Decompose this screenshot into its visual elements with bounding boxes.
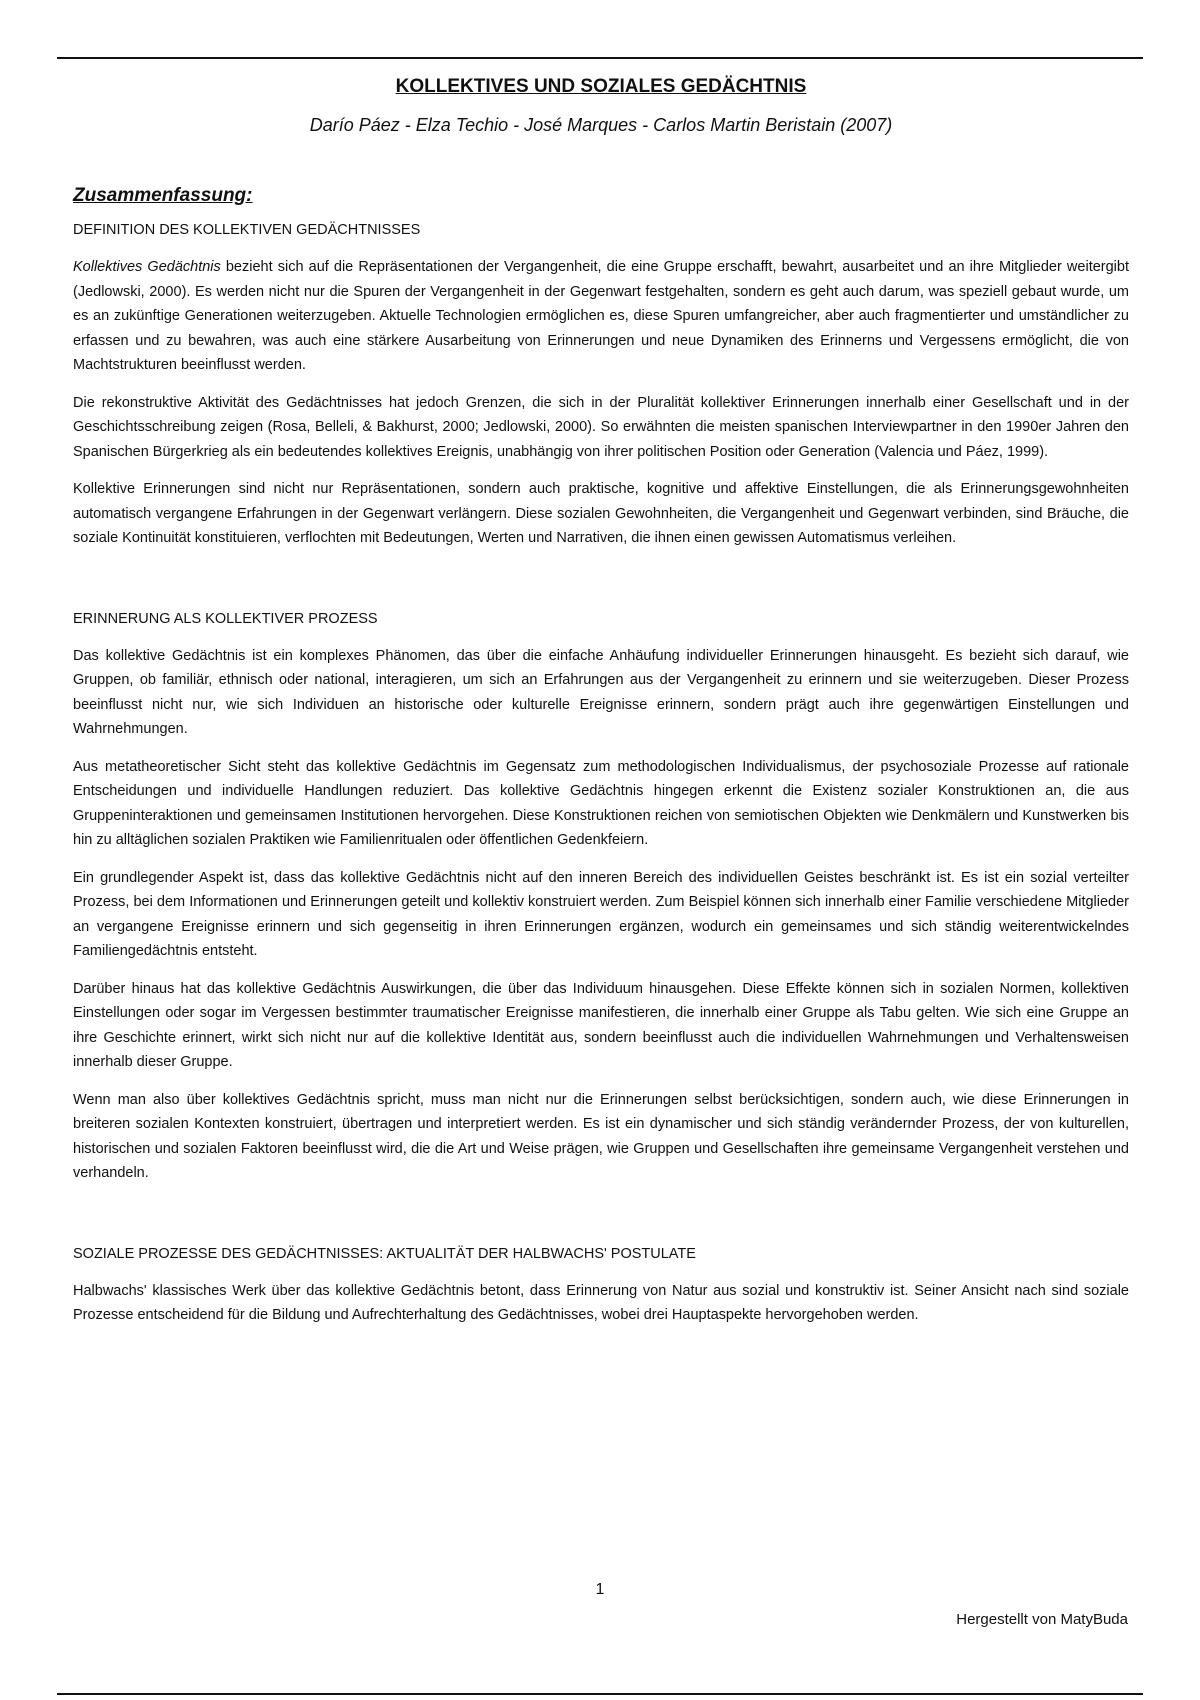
page-number: 1 xyxy=(595,1581,605,1598)
paragraph-text: bezieht sich auf die Repräsentationen der Vergangenheit, die eine Gruppe erschafft, bewahrt, ausarbeitet und an ihre Mitglieder weitergibt (Jedlowski, 2000). Es werden nicht nur die Spuren der Vergangenheit in der Gegenwart festgehalten, sondern es geht auch darum, was speziell gebaut wurde, um es an zukünftige Generationen weiterzugeben. Aktuelle Technologien ermöglichen es, diese Spuren umfangreicher, aber auch fragmentierter und umständlicher zu erfassen und zu bewahren, was auch eine stärkere Ausarbeitung von Erinnerungen und neue Dynamiken des Erinnerns und Vergessens ermöglicht, die von Machtstrukturen beeinflusst werden. xyxy=(73,259,1129,373)
document-page xyxy=(73,72,1129,1328)
top-rule xyxy=(57,57,1143,59)
bottom-rule xyxy=(57,1693,1143,1695)
section-heading-erinnerung: ERINNERUNG ALS KOLLEKTIVER PROZESS xyxy=(73,610,378,627)
paragraph: Darüber hinaus hat das kollektive Gedächtnis Auswirkungen, die über das Individuum hinausgehen. Diese Effekte können sich in sozialen Normen, kollektiven Einstellungen oder sogar im Vergessen bestimmter traumatischer Ereignisse manifestieren, die innerhalb einer Gruppe als Tabu gelten. Wie sich eine Gruppe an ihre Geschichte erinnert, wirkt sich nicht nur auf die kollektive Identität aus, sondern beeinflusst auch die individuellen Wahrnehmungen und Verhaltensweisen innerhalb dieser Gruppe. xyxy=(73,980,1129,1070)
section-heading-soziale-prozesse: SOZIALE PROZESSE DES GEDÄCHTNISSES: AKTUALITÄT DER HALBWACHS' POSTULATE xyxy=(73,1245,696,1262)
document-title: KOLLEKTIVES UND SOZIALES GEDÄCHTNIS xyxy=(395,76,807,97)
document-authors: Darío Páez - Elza Techio - José Marques - Carlos Martin Beristain (2007) xyxy=(309,115,893,135)
paragraph: Die rekonstruktive Aktivität des Gedächtnisses hat jedoch Grenzen, die sich in der Pluralität kollektiver Erinnerungen innerhalb einer Gesellschaft und in der Geschichtsschreibung zeigen (Rosa, Belleli, & Bakhurst, 2000; Jedlowski, 2000). So erwähnten die meisten spanischen Interviewpartner in den 1990er Jahren den Spanischen Bürgerkrieg als ein bedeutendes kollektives Ereignis, unabhängig von ihrer politischen Position oder Generation (Valencia und Páez, 1999). xyxy=(73,394,1129,460)
lead-term: Kollektives Gedächtnis xyxy=(73,259,221,275)
summary-heading: Zusammenfassung: xyxy=(73,185,253,206)
paragraph: Halbwachs' klassisches Werk über das kollektive Gedächtnis betont, dass Erinnerung von Natur aus sozial und konstruktiv ist. Seiner Ansicht nach sind soziale Prozesse entscheidend für die Bildung und Aufrechterhaltung des Gedächtnisses, wobei drei Hauptaspekte hervorgehoben werden. xyxy=(73,1282,1129,1323)
paragraph: Wenn man also über kollektives Gedächtnis spricht, muss man nicht nur die Erinnerungen selbst berücksichtigen, sondern auch, wie diese Erinnerungen in breiteren sozialen Kontexten konstruiert, übertragen und interpretiert werden. Es ist ein dynamischer und sich ständig verändernder Prozess, der von kulturellen, historischen und sozialen Faktoren beeinflusst wird, die die Art und Weise prägen, wie Gruppen und Gesellschaften ihre gemeinsame Vergangenheit verstehen und verhandeln. xyxy=(73,1091,1129,1181)
section-heading-definition: DEFINITION DES KOLLEKTIVEN GEDÄCHTNISSES xyxy=(73,222,421,238)
paragraph: Das kollektive Gedächtnis ist ein komplexes Phänomen, das über die einfache Anhäufung individueller Erinnerungen hinausgeht. Es bezieht sich darauf, wie Gruppen, ob familiär, ethnisch oder national, interagieren, um sich an Erfahrungen aus der Vergangenheit zu erinnern und sie weiterzugeben. Dieser Prozess beeinflusst nicht nur, wie sich Individuen an historische oder kulturelle Ereignisse erinnern, sondern prägt auch ihre gegenwärtigen Einstellungen und Wahrnehmungen. xyxy=(73,647,1129,737)
paragraph xyxy=(73,255,1129,378)
paragraph: Aus metatheoretischer Sicht steht das kollektive Gedächtnis im Gegensatz zum methodologischen Individualismus, der psychosoziale Prozesse auf rationale Entscheidungen und individuelle Handlungen reduziert. Das kollektive Gedächtnis hingegen erkennt die Existenz sozialer Konstruktionen an, die aus Gruppeninteraktionen und gemeinsamen Institutionen hervorgehen. Diese Konstruktionen reichen von semiotischen Objekten wie Denkmälern und Kunstwerken bis hin zu alltäglichen sozialen Praktiken wie Familienritualen oder öffentlichen Gedenkfeiern. xyxy=(73,758,1129,848)
footer-credit: Hergestellt von MatyBuda xyxy=(956,1611,1128,1628)
paragraph: Kollektive Erinnerungen sind nicht nur Repräsentationen, sondern auch praktische, kognitive und affektive Einstellungen, die als Erinnerungsgewohnheiten automatisch vergangene Erfahrungen in der Gegenwart verlängern. Diese sozialen Gewohnheiten, die Vergangenheit und Gegenwart verbinden, sind Bräuche, die soziale Kontinuität konstituieren, verflochten mit Bedeutungen, Werten und Narrativen, die ihnen einen gewissen Automatismus verleihen. xyxy=(73,481,1129,546)
paragraph: Ein grundlegender Aspekt ist, dass das kollektive Gedächtnis nicht auf den inneren Bereich des individuellen Geistes beschränkt ist. Es ist ein sozial verteilter Prozess, bei dem Informationen und Erinnerungen geteilt und kollektiv konstruiert werden. Zum Beispiel können sich innerhalb einer Familie verschiedene Mitglieder an vergangene Ereignisse erinnern und sich gegenseitig in ihren Erinnerungen ergänzen, wodurch ein gemeinsames und sich ständig weiterentwickelndes Familiengedächtnis entsteht. xyxy=(73,869,1129,959)
